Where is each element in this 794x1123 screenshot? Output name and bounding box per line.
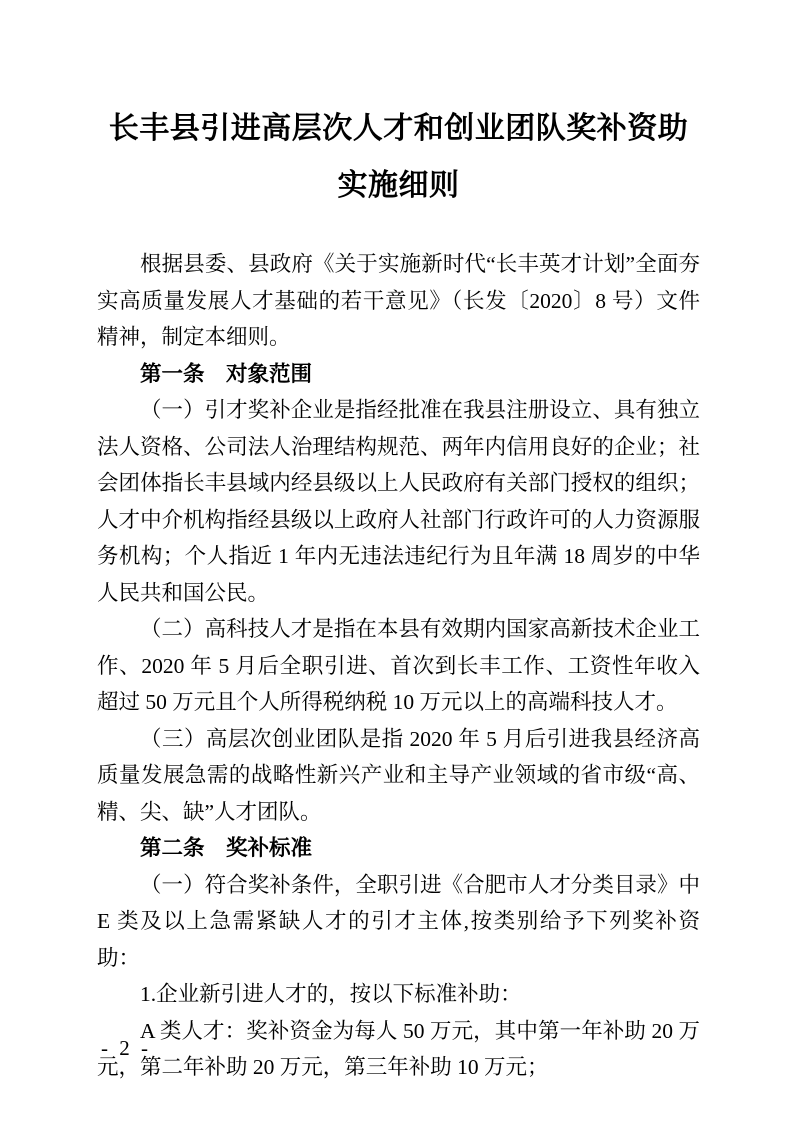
document-content: [97, 100, 700, 1086]
section-heading-article-2: 第二条 奖补标准: [140, 836, 313, 860]
document-title-line-1: 长丰县引进高层次人才和创业团队奖补资助: [108, 112, 689, 145]
document-title-line-2: 实施细则: [337, 169, 460, 202]
paragraph-article2-class-a: A 类人才：奖补资金为每人 50 万元，其中第一年补助 20 万元，第二年补助 20 万元，第三年补助 10 万元；: [97, 1018, 700, 1079]
paragraph-article1-item1: （一）引才奖补企业是指经批准在我县注册设立、具有独立法人资格、公司法人治理结构规范、两年内信用良好的企业；社会团体指长丰县域内经县级以上人民政府有关部门授权的组织；人才中介机构指经县级以上政府人社部门行政许可的人力资源服务机构；个人指近 1 年内无违法违纪行为且年满 18 周岁的中华人民共和国公民。: [97, 398, 700, 605]
paragraph-article2-sub1: 1.企业新引进人才的，按以下标准补助：: [140, 982, 522, 1006]
paragraph-article2-item1: （一）符合奖补条件，全职引进《合肥市人才分类目录》中 E 类及以上急需紧缺人才的引才主体,按类别给予下列奖补资助：: [97, 872, 700, 970]
section-heading-article-1: 第一条 对象范围: [140, 361, 313, 386]
paragraph-intro: 根据县委、县政府《关于实施新时代“长丰英才计划”全面夯实高质量发展人才基础的若干意见》（长发〔2020〕8 号）文件精神，制定本细则。: [97, 252, 700, 349]
document-title: [97, 100, 700, 214]
paragraph-article1-item2: （二）高科技人才是指在本县有效期内国家高新技术企业工作、2020 年 5 月后全职引进、首次到长丰工作、工资性年收入超过 50 万元且个人所得税纳税 10 万元以上的高端科技人才。: [97, 617, 700, 714]
page-number: - 2 -: [101, 1036, 151, 1060]
document-body: [97, 246, 700, 1086]
paragraph-article1-item3: （三）高层次创业团队是指 2020 年 5 月后引进我县经济高质量发展急需的战略性新兴产业和主导产业领域的省市级“高、精、尖、缺”人才团队。: [97, 726, 700, 824]
